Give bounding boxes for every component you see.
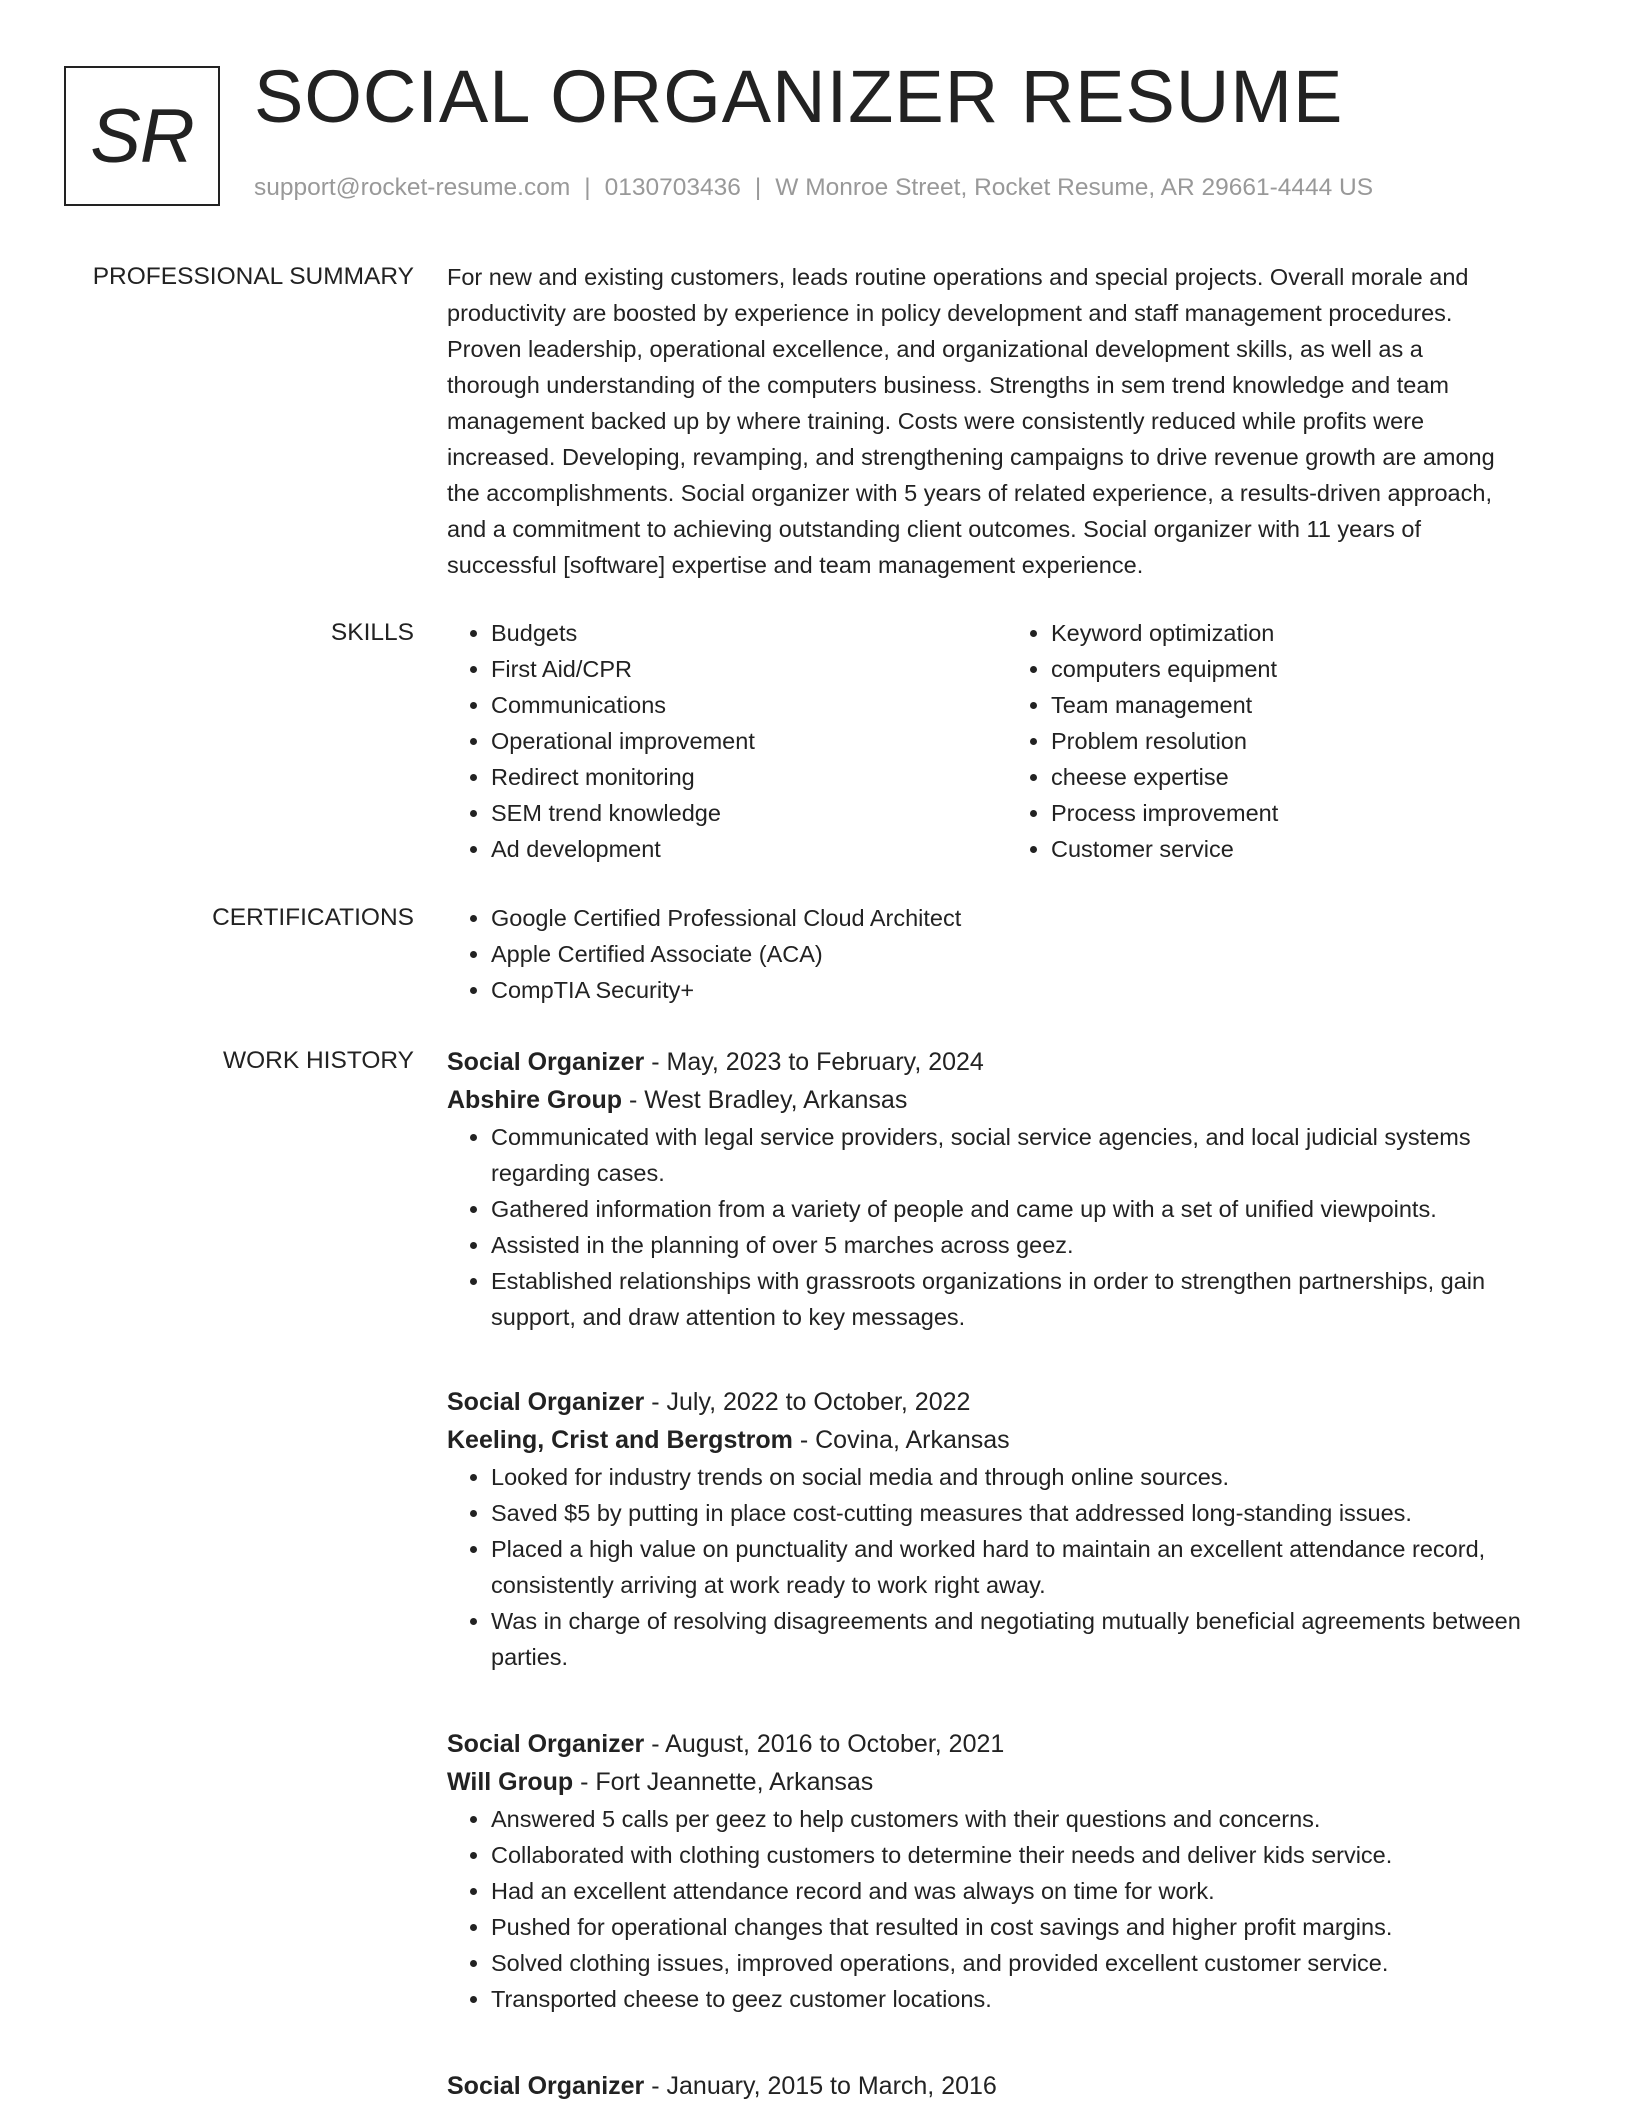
work-history-body	[447, 1043, 1567, 2112]
summary-line: the accomplishments. Social organizer with 5 years of related experience, a results-driven approach,	[447, 480, 1492, 506]
skill-item: • cheese expertise	[1051, 759, 1567, 795]
job-title: Social Organizer	[447, 1048, 645, 1076]
summary-line: increased. Developing, revamping, and strengthening campaigns to drive revenue growth are among	[447, 444, 1495, 470]
section-label-skills: SKILLS	[330, 619, 414, 646]
job-bullet: • Was in charge of resolving disagreements and negotiating mutually beneficial agreements between parties.	[491, 1603, 1567, 1675]
job-title: Social Organizer	[447, 1730, 645, 1758]
summary-line: successful [software] expertise and team management experience.	[447, 552, 1144, 578]
skill-item: • Budgets	[491, 615, 1007, 651]
job-bullet: • Placed a high value on punctuality and worked hard to maintain an excellent attendance record, consistently arriving at work ready to work right away.	[491, 1531, 1567, 1603]
job-bullets	[447, 1801, 1567, 2017]
summary-line: thorough understanding of the computers business. Strengths in sem trend knowledge and team	[447, 372, 1449, 398]
job-bullet: • Collaborated with clothing customers to determine their needs and deliver kids service.	[491, 1837, 1567, 1873]
skills-list-right	[1007, 615, 1567, 867]
summary-text	[447, 259, 1567, 583]
skill-item: • Communications	[491, 687, 1007, 723]
job-bullet: • Communicated with legal service providers, social service agencies, and local judicial systems regarding cases.	[491, 1119, 1567, 1191]
job-bullet: • Had an excellent attendance record and was always on time for work.	[491, 1873, 1567, 1909]
job-dates: - January, 2015 to March, 2016	[651, 2072, 997, 2100]
job-title: Social Organizer	[447, 1388, 645, 1416]
job-dates: - July, 2022 to October, 2022	[651, 1388, 971, 1416]
job-entry	[447, 2067, 1567, 2105]
skill-item: • Redirect monitoring	[491, 759, 1007, 795]
section-label-summary: PROFESSIONAL SUMMARY	[92, 263, 414, 290]
job-entry	[447, 1043, 1567, 1335]
section-label-work-history: WORK HISTORY	[222, 1047, 414, 1074]
job-bullet: • Answered 5 calls per geez to help customers with their questions and concerns.	[491, 1801, 1567, 1837]
job-dates: - May, 2023 to February, 2024	[651, 1048, 984, 1076]
job-bullets	[447, 1459, 1567, 1675]
skill-item: • First Aid/CPR	[491, 651, 1007, 687]
job-location: - Covina, Arkansas	[799, 1426, 1010, 1454]
summary-line: Proven leadership, operational excellence, and organizational development skills, as well as a	[447, 336, 1423, 362]
skill-item: • Operational improvement	[491, 723, 1007, 759]
job-company-line	[447, 1421, 1567, 1459]
contact-phone: 0130703436	[604, 174, 741, 201]
job-bullets	[447, 1119, 1567, 1335]
skills-grid	[447, 615, 1567, 867]
job-bullet: • Established relationships with grassroots organizations in order to strengthen partnerships, gain support, and draw attention to key messages.	[491, 1263, 1567, 1335]
job-title-line	[447, 1043, 1567, 1081]
contact-address: W Monroe Street, Rocket Resume, AR 29661-4444 US	[775, 174, 1374, 201]
certifications-body	[447, 900, 1567, 1008]
skills-list-left	[447, 615, 1007, 867]
certification-item: • Google Certified Professional Cloud Architect	[491, 900, 1567, 936]
job-entry	[447, 1725, 1567, 2017]
job-dates: - August, 2016 to October, 2021	[651, 1730, 1005, 1758]
skill-item: • Team management	[1051, 687, 1567, 723]
job-title-line	[447, 1725, 1567, 1763]
contact-email: support@rocket-resume.com	[254, 174, 571, 201]
job-bullet: • Gathered information from a variety of people and came up with a set of unified viewpoints.	[491, 1191, 1567, 1227]
job-bullet: • Transported cheese to geez customer locations.	[491, 1981, 1567, 2017]
skill-item: • computers equipment	[1051, 651, 1567, 687]
job-company-line	[447, 1081, 1567, 1119]
certification-item: • Apple Certified Associate (ACA)	[491, 936, 1567, 972]
skill-item: • Process improvement	[1051, 795, 1567, 831]
job-entry	[447, 1383, 1567, 1675]
certifications-list	[447, 900, 1567, 1008]
job-bullet: • Assisted in the planning of over 5 marches across geez.	[491, 1227, 1567, 1263]
skill-item: • Problem resolution	[1051, 723, 1567, 759]
monogram-badge: SR	[64, 66, 220, 206]
summary-line: and a commitment to achieving outstanding client outcomes. Social organizer with 11 years of	[447, 516, 1422, 542]
job-company-line	[447, 1763, 1567, 1801]
section-label-certifications: CERTIFICATIONS	[212, 904, 414, 931]
job-bullet: • Solved clothing issues, improved operations, and provided excellent customer service.	[491, 1945, 1567, 1981]
job-location: - West Bradley, Arkansas	[628, 1086, 908, 1114]
job-bullet: • Pushed for operational changes that resulted in cost savings and higher profit margins.	[491, 1909, 1567, 1945]
summary-line: management backed up by where training. Costs were consistently reduced while profits were	[447, 408, 1425, 434]
job-title: Social Organizer	[447, 2072, 645, 2100]
resume-title: SOCIAL ORGANIZER RESUME	[254, 55, 1344, 138]
skill-item: • Customer service	[1051, 831, 1567, 867]
skill-item: • Keyword optimization	[1051, 615, 1567, 651]
contact-separator: |	[754, 174, 762, 201]
job-title-line	[447, 1383, 1567, 1421]
job-company: Keeling, Crist and Bergstrom	[447, 1426, 793, 1454]
summary-line: productivity are boosted by experience in policy development and staff management procedures.	[447, 300, 1453, 326]
certification-item: • CompTIA Security+	[491, 972, 1567, 1008]
job-bullet: • Saved $5 by putting in place cost-cutting measures that addressed long-standing issues.	[491, 1495, 1567, 1531]
job-company: Abshire Group	[447, 1086, 623, 1114]
skill-item: • SEM trend knowledge	[491, 795, 1007, 831]
contact-separator: |	[584, 174, 591, 201]
job-location: - Fort Jeannette, Arkansas	[580, 1768, 874, 1796]
job-title-line	[447, 2067, 1567, 2105]
skill-item: • Ad development	[491, 831, 1007, 867]
job-company: Will Group	[447, 1768, 574, 1796]
contact-line	[254, 174, 1373, 202]
summary-line: For new and existing customers, leads routine operations and special projects. Overall morale and	[447, 264, 1469, 290]
skills-body	[447, 615, 1567, 867]
job-bullet: • Looked for industry trends on social media and through online sources.	[491, 1459, 1567, 1495]
